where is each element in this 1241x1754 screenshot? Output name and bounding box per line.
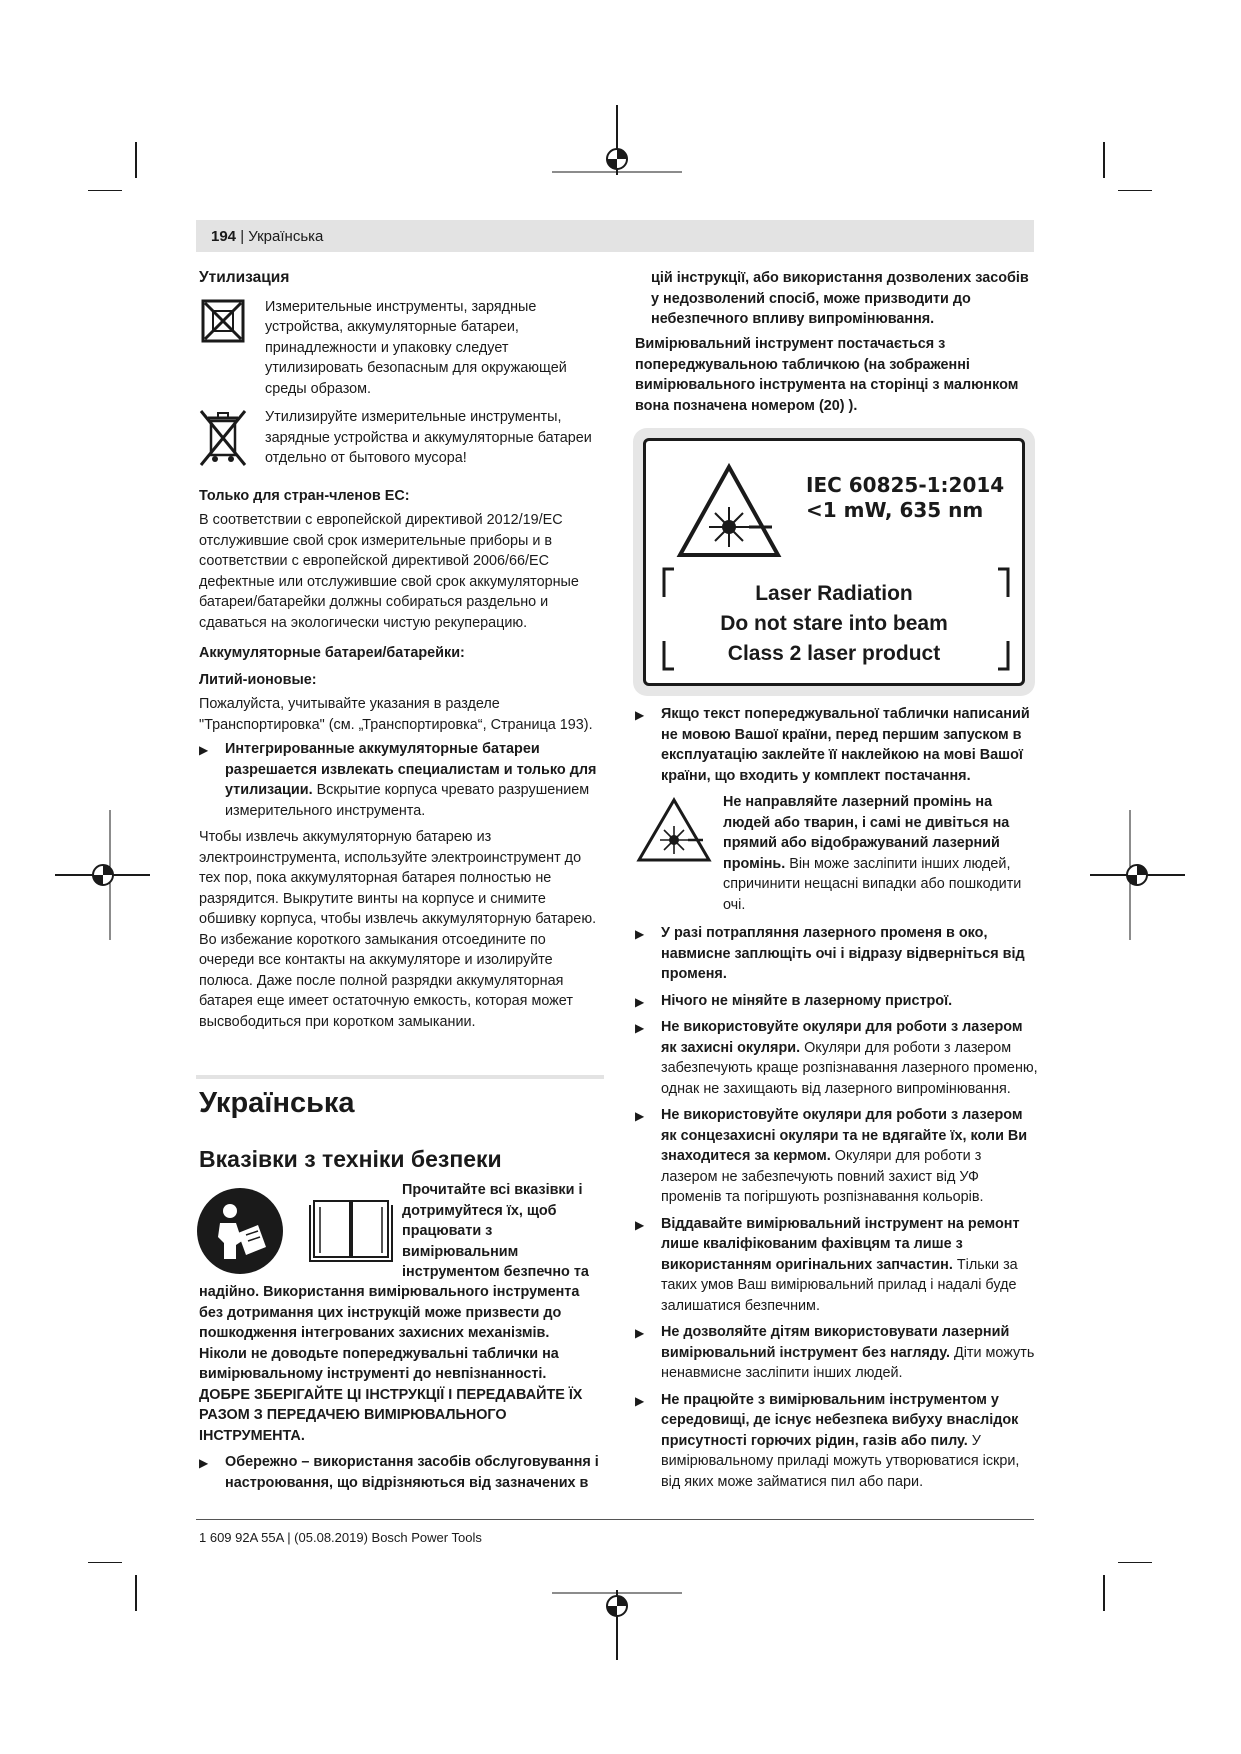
bullet-bold-text: Віддавайте вимірювальний інструмент на ремонт лише кваліфікованим фахівцям та лише з використанням оригінальних запчастин. xyxy=(661,1215,1020,1273)
header-language: Українська xyxy=(248,228,324,245)
bullet-bold-text: Не використовуйте окуляри для роботи з лазером як сонцезахисні окуляри та не вдягайте їх, коли Ви знаходитеся за кермом. xyxy=(661,1107,1028,1164)
batteries-title: Аккумуляторные батареи/батарейки: xyxy=(199,645,465,661)
list-item: ▶ Нічого не міняйте в лазерному пристрої. xyxy=(635,992,953,1009)
laser-standard: IEC 60825-1:2014 xyxy=(806,473,1005,497)
page-header: 194 | Українська xyxy=(211,228,324,245)
laser-warning-label xyxy=(633,428,1035,696)
safety-heading: Вказівки з техніки безпеки xyxy=(199,1146,502,1172)
registration-mark-icon xyxy=(552,1570,682,1660)
intro-paragraph: надійно. Використання вимірювального інструмента без дотримання цих інструкцій може призвести до пошкодження інтегрованих захисних механізмів. Ніколи не доводьте попереджувальні таблички на вимірювальному інструменті до невпізнанності. ДОБРЕ ЗБЕРІГАЙТЕ ЦІ ІНСТРУКЦІЇ І ПЕРЕДАВАЙТЕ ЇХ РАЗОМ З ПЕРЕДАЧЕЮ ВИМІРЮВАЛЬНОГО ІНСТРУМЕНТА. xyxy=(199,1284,583,1444)
li-ion-title: Литий-ионовые: xyxy=(199,671,317,688)
list-item: ▶ Обережно – використання засобів обслуговування і настроювання, що відрізняються від зазначених в xyxy=(199,1454,599,1491)
language-heading: Українська xyxy=(199,1087,355,1119)
list-item: ▶ Не дозволяйте дітям використовувати лазерний вимірювальний інструмент без нагляду. Діти можуть ненавмисне засліпити інших людей. xyxy=(635,1324,1035,1381)
laser-line-3: Class 2 laser product xyxy=(727,642,941,665)
registration-mark-icon xyxy=(552,105,682,195)
laser-warning-small-icon xyxy=(635,796,713,864)
right-bullets xyxy=(635,704,1040,1498)
safety-intro-text xyxy=(402,1180,602,1282)
crossed-bin-icon xyxy=(199,407,247,469)
bullet-text: Якщо текст попереджувальної таблички написаний не мовою Вашої країни, перед першим запуском в експлуатацію заклейте її наклейкою на мові Вашої країни, що входить у комплект постачання. xyxy=(661,706,1030,784)
crop-mark xyxy=(88,1562,122,1563)
bullet-text: Тільки за таких умов Ваш вимірювальний прилад і надалі буде залишатися безпечним. xyxy=(661,1256,1018,1314)
crop-mark xyxy=(1103,1575,1105,1611)
list-item: ▶ Не використовуйте окуляри для роботи з лазером як сонцезахисні окуляри та не вдягайте їх, коли Ви знаходитеся за кермом. Окуляри для роботи з лазером не забезпечують повний захист від УФ променів та погіршують розпізнавання кольорів. xyxy=(635,1107,1028,1205)
left-column xyxy=(199,268,601,1036)
list-item: ▶ Якщо текст попереджувальної таблички написаний не мовою Вашої країни, перед першим запуском в експлуатацію заклейте її наклейкою на мові Вашої країни, що входить у комплект постачання. xyxy=(635,706,1030,784)
manual-book-icon xyxy=(308,1193,394,1265)
bullet-text: У разі потрапляння лазерного променя в око, навмисне заплющіть очі і відразу відверніться від променя. xyxy=(661,925,1025,982)
bullet-text: Діти можуть ненавмисне засліпити інших людей. xyxy=(661,1344,1035,1381)
bullet-text: Нічого не міняйте в лазерному пристрої. xyxy=(661,992,953,1009)
page-number: 194 xyxy=(211,228,237,245)
footer-rule xyxy=(196,1519,1034,1520)
safety-intro-continued xyxy=(199,1282,601,1499)
section-divider xyxy=(196,1075,604,1079)
list-item: ▶ У разі потрапляння лазерного променя в око, навмисне заплющіть очі і відразу відверніться від променя. xyxy=(635,925,1025,982)
bullet-text: У вимірювальному приладі можуть утворюватися іскри, від яких може займатися пил або пари. xyxy=(661,1432,1020,1490)
eu-text: В соответствии с европейской директивой 2012/19/ЕС отслужившие свой срок измерительные приборы и в соответствии с европейской директивой 2006/66/EC дефектные или отслужившие свой срок аккумуляторные батареи/батарейки должны собираться раздельно и сдаваться на экологически чистую рекуперацию. xyxy=(199,512,579,631)
caution-text: Обережно – використання засобів обслуговування і настроювання, що відрізняються від зазначених в xyxy=(225,1454,599,1491)
crop-mark xyxy=(135,142,137,178)
list-item: ▶ Интегрированные аккумуляторные батареи разрешается извлекать специалистам и только для утилизации. Вскрытие корпуса чревато разрушением измерительного инструмента. xyxy=(199,741,597,819)
crop-mark xyxy=(135,1575,137,1611)
separate-disposal-text: Утилизируйте измерительные инструменты, зарядные устройства и аккумуляторные батареи отдельно от бытового мусора! xyxy=(265,409,592,466)
bullet-bold-text: Не дозволяйте дітям використовувати лазерний вимірювальний інструмент без нагляду. xyxy=(661,1324,1010,1361)
crop-mark xyxy=(1118,190,1152,191)
laser-power: <1 mW, 635 nm xyxy=(806,498,984,522)
laser-line-2: Do not stare into beam xyxy=(720,612,948,635)
registration-mark-icon xyxy=(1090,810,1185,940)
bullet-bold-text: Не використовуйте окуляри для роботи з лазером як захисні окуляри. xyxy=(661,1019,1023,1056)
disposal-title: Утилизация xyxy=(199,269,290,286)
label-text: Вимірювальний інструмент постачається з попереджувальною табличкою (на зображенні вимірювального інструмента на сторінці з малюнком вона позначена номером (20) ). xyxy=(635,336,1019,414)
bullet-bold-text: Интегрированные аккумуляторные батареи разрешается извлекать специалистам и только для утилизации. xyxy=(225,741,597,798)
read-manual-icon xyxy=(196,1187,284,1275)
warning-bold-text: Не направляйте лазерний промінь на людей або тварин, і самі не дивіться на прямий або відображуваний лазерний промінь. xyxy=(723,794,1010,872)
safety-intro-bold: Прочитайте всі вказівки і дотримуйтеся їх, щоб працювати з вимірювальним інструментом безпечно та xyxy=(402,1182,589,1280)
eu-title: Только для стран-членов ЕС: xyxy=(199,487,410,504)
crop-mark xyxy=(1103,142,1105,178)
list-item: ▶ Не використовуйте окуляри для роботи з лазером як захисні окуляри. Окуляри для роботи з лазером забезпечують краще розпізнавання лазерного променю, однак не захищають від лазерного випромінювання. xyxy=(635,1019,1038,1097)
bullet-text: Окуляри для роботи з лазером не забезпечують повний захист від УФ променів та погіршують розпізнавання кольорів. xyxy=(661,1148,984,1205)
registration-mark-icon xyxy=(55,810,150,940)
bullet-text: Вскрытие корпуса чревато разрушением измерительного инструмента. xyxy=(225,782,590,819)
right-continued-text: цій інструкції, або використання дозволених засобів у недозволений спосіб, може призводити до небезпечного впливу випромінювання. xyxy=(651,270,1029,327)
bullet-text: Окуляри для роботи з лазером забезпечують краще розпізнавання лазерного променю, однак не захищають від лазерного випромінювання. xyxy=(661,1039,1038,1097)
bullet-bold-text: Не працюйте з вимірювальним інструментом у середовищі, де існує небезпека вибуху внаслідок присутності горючих рідин, газів або пилу. xyxy=(661,1391,1019,1449)
li-ion-text: Пожалуйста, учитывайте указания в разделе "Транспортировка" (см. „Транспортировка“, Страница 193). xyxy=(199,696,593,733)
laser-warning-block xyxy=(635,792,1040,915)
crop-mark xyxy=(1118,1562,1152,1563)
no-trash-dismantle-icon xyxy=(199,297,247,345)
list-item: ▶ Не працюйте з вимірювальним інструментом у середовищі, де існує небезпека вибуху внаслідок присутності горючих рідин, газів або пилу. У вимірювальному приладі можуть утворюватися іскри, від яких може займатися пил або пари. xyxy=(635,1391,1020,1490)
laser-warning-icon xyxy=(674,461,784,561)
list-item: ▶ Віддавайте вимірювальний інструмент на ремонт лише кваліфікованим фахівцям та лише з використанням оригінальних запчастин. Тільки за таких умов Ваш вимірювальний прилад і надалі буде залишатися безпечним. xyxy=(635,1215,1020,1314)
remove-battery-text: Чтобы извлечь аккумуляторную батарею из электроинструмента, используйте электроинструмент до тех пор, пока аккумуляторная батарея полностью не разрядится. Выкрутите винты на корпусе и снимите обшивку корпуса, чтобы извлечь аккумуляторную батарею. Во избежание короткого замыкания отсоедините по очереди все контакты на аккумуляторе и изолируйте полюса. Даже после полной разрядки аккумуляторная батарея еще имеет остаточную емкость, которая может высвободиться при коротком замыкании. xyxy=(199,829,597,1030)
crop-mark xyxy=(88,190,122,191)
disposal-text: Измерительные инструменты, зарядные устройства, аккумуляторные батареи, принадлежности и упаковку следует утилизировать безопасным для окружающей среды образом. xyxy=(265,298,567,397)
laser-line-1: Laser Radiation xyxy=(755,582,913,605)
warning-text: Він може засліпити інших людей, спричинити нещасні випадки або пошкодити очі. xyxy=(723,855,1022,913)
page-footer: 1 609 92A 55A | (05.08.2019) Bosch Power Tools xyxy=(199,1530,482,1545)
